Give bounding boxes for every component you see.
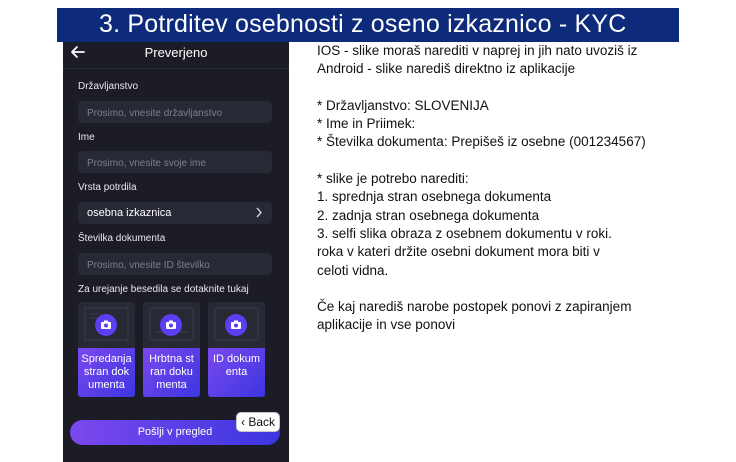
document-type-label: Vrsta potrdila [78,182,137,193]
upload-id-caption [208,348,265,397]
name-placeholder: Prosimo, vnesite svoje ime [87,158,206,169]
app-header-title: Preverjeno [144,45,208,60]
upload-front-caption [78,348,135,397]
spacer [317,79,722,97]
note-line: aplikacije in vse ponovi [317,317,456,333]
note-line: celoti vidna. [317,262,389,278]
upload-front-side[interactable] [78,302,135,397]
document-number-label: Številka dokumenta [78,233,166,244]
spacer [317,152,722,170]
document-type-value: osebna izkaznica [87,207,172,219]
upload-preview [143,302,200,348]
upload-back-caption [143,348,200,397]
note-line: IOS - slike moraš narediti v naprej in jih nato uvoziš iz [317,43,638,58]
submit-for-review-button[interactable]: Pošlji v pregled [70,420,280,445]
caption-line: ID dokum [212,353,261,365]
camera-icon [225,314,247,336]
document-number-input[interactable] [78,253,272,275]
note-line: roka v kateri držite osebni dokument mora biti v [317,244,600,260]
note-line: * Državljanstvo: SLOVENIJA [317,97,489,113]
header-divider [63,68,289,69]
spacer [317,280,722,298]
note-line: 1. sprednja stran osebnega dokumenta [317,189,552,205]
note-line: Android - slike narediš direktno iz aplikacije [317,61,576,77]
upload-preview [208,302,265,348]
note-line: * Številka dokumenta: Prepišeš iz osebne (001234567) [317,134,646,150]
note-line: * slike je potrebo narediti: [317,171,469,187]
phone-screenshot [63,42,289,462]
camera-icon [160,314,182,336]
upload-back-side[interactable] [143,302,200,397]
name-input[interactable] [78,151,272,173]
back-button-label: Back [248,415,276,429]
slide-title: 3. Potrditev osebnosti z oseno izkaznico - KYC [99,10,627,38]
caption-line: enta [225,366,248,378]
back-button[interactable] [236,412,280,432]
caption-line: menta [156,379,187,391]
slide-title-bar [57,8,679,42]
instruction-notes [317,42,722,335]
chevron-left-icon: ‹ [241,415,245,429]
upload-id-selfie[interactable] [208,302,265,397]
note-line: 2. zadnja stran osebnega dokumenta [317,207,540,223]
note-line: * Ime in Priimek: [317,116,416,132]
upload-preview [78,302,135,348]
note-line: 3. selfi slika obraza z osebnem dokumentu v roki. [317,225,612,241]
caption-line: Hrbtna st [149,353,194,365]
chevron-right-icon [255,207,263,218]
document-type-select[interactable] [78,202,272,224]
note-line: Če kaj narediš narobe postopek ponovi z zapiranjem [317,299,632,315]
caption-line: umenta [88,379,125,391]
citizenship-label: Državljanstvo [78,81,139,92]
camera-icon [95,314,117,336]
caption-line: Spredanja [81,353,132,365]
citizenship-input[interactable] [78,101,272,123]
document-number-placeholder: Prosimo, vnesite ID številko [87,260,210,271]
name-label: Ime [78,132,95,143]
caption-line: ran doku [150,366,193,378]
caption-line: stran dok [83,366,130,378]
upload-hint: Za urejanje besedila se dotaknite tukaj [78,284,249,295]
app-header [63,42,289,66]
citizenship-placeholder: Prosimo, vnesite državljanstvo [87,108,223,119]
